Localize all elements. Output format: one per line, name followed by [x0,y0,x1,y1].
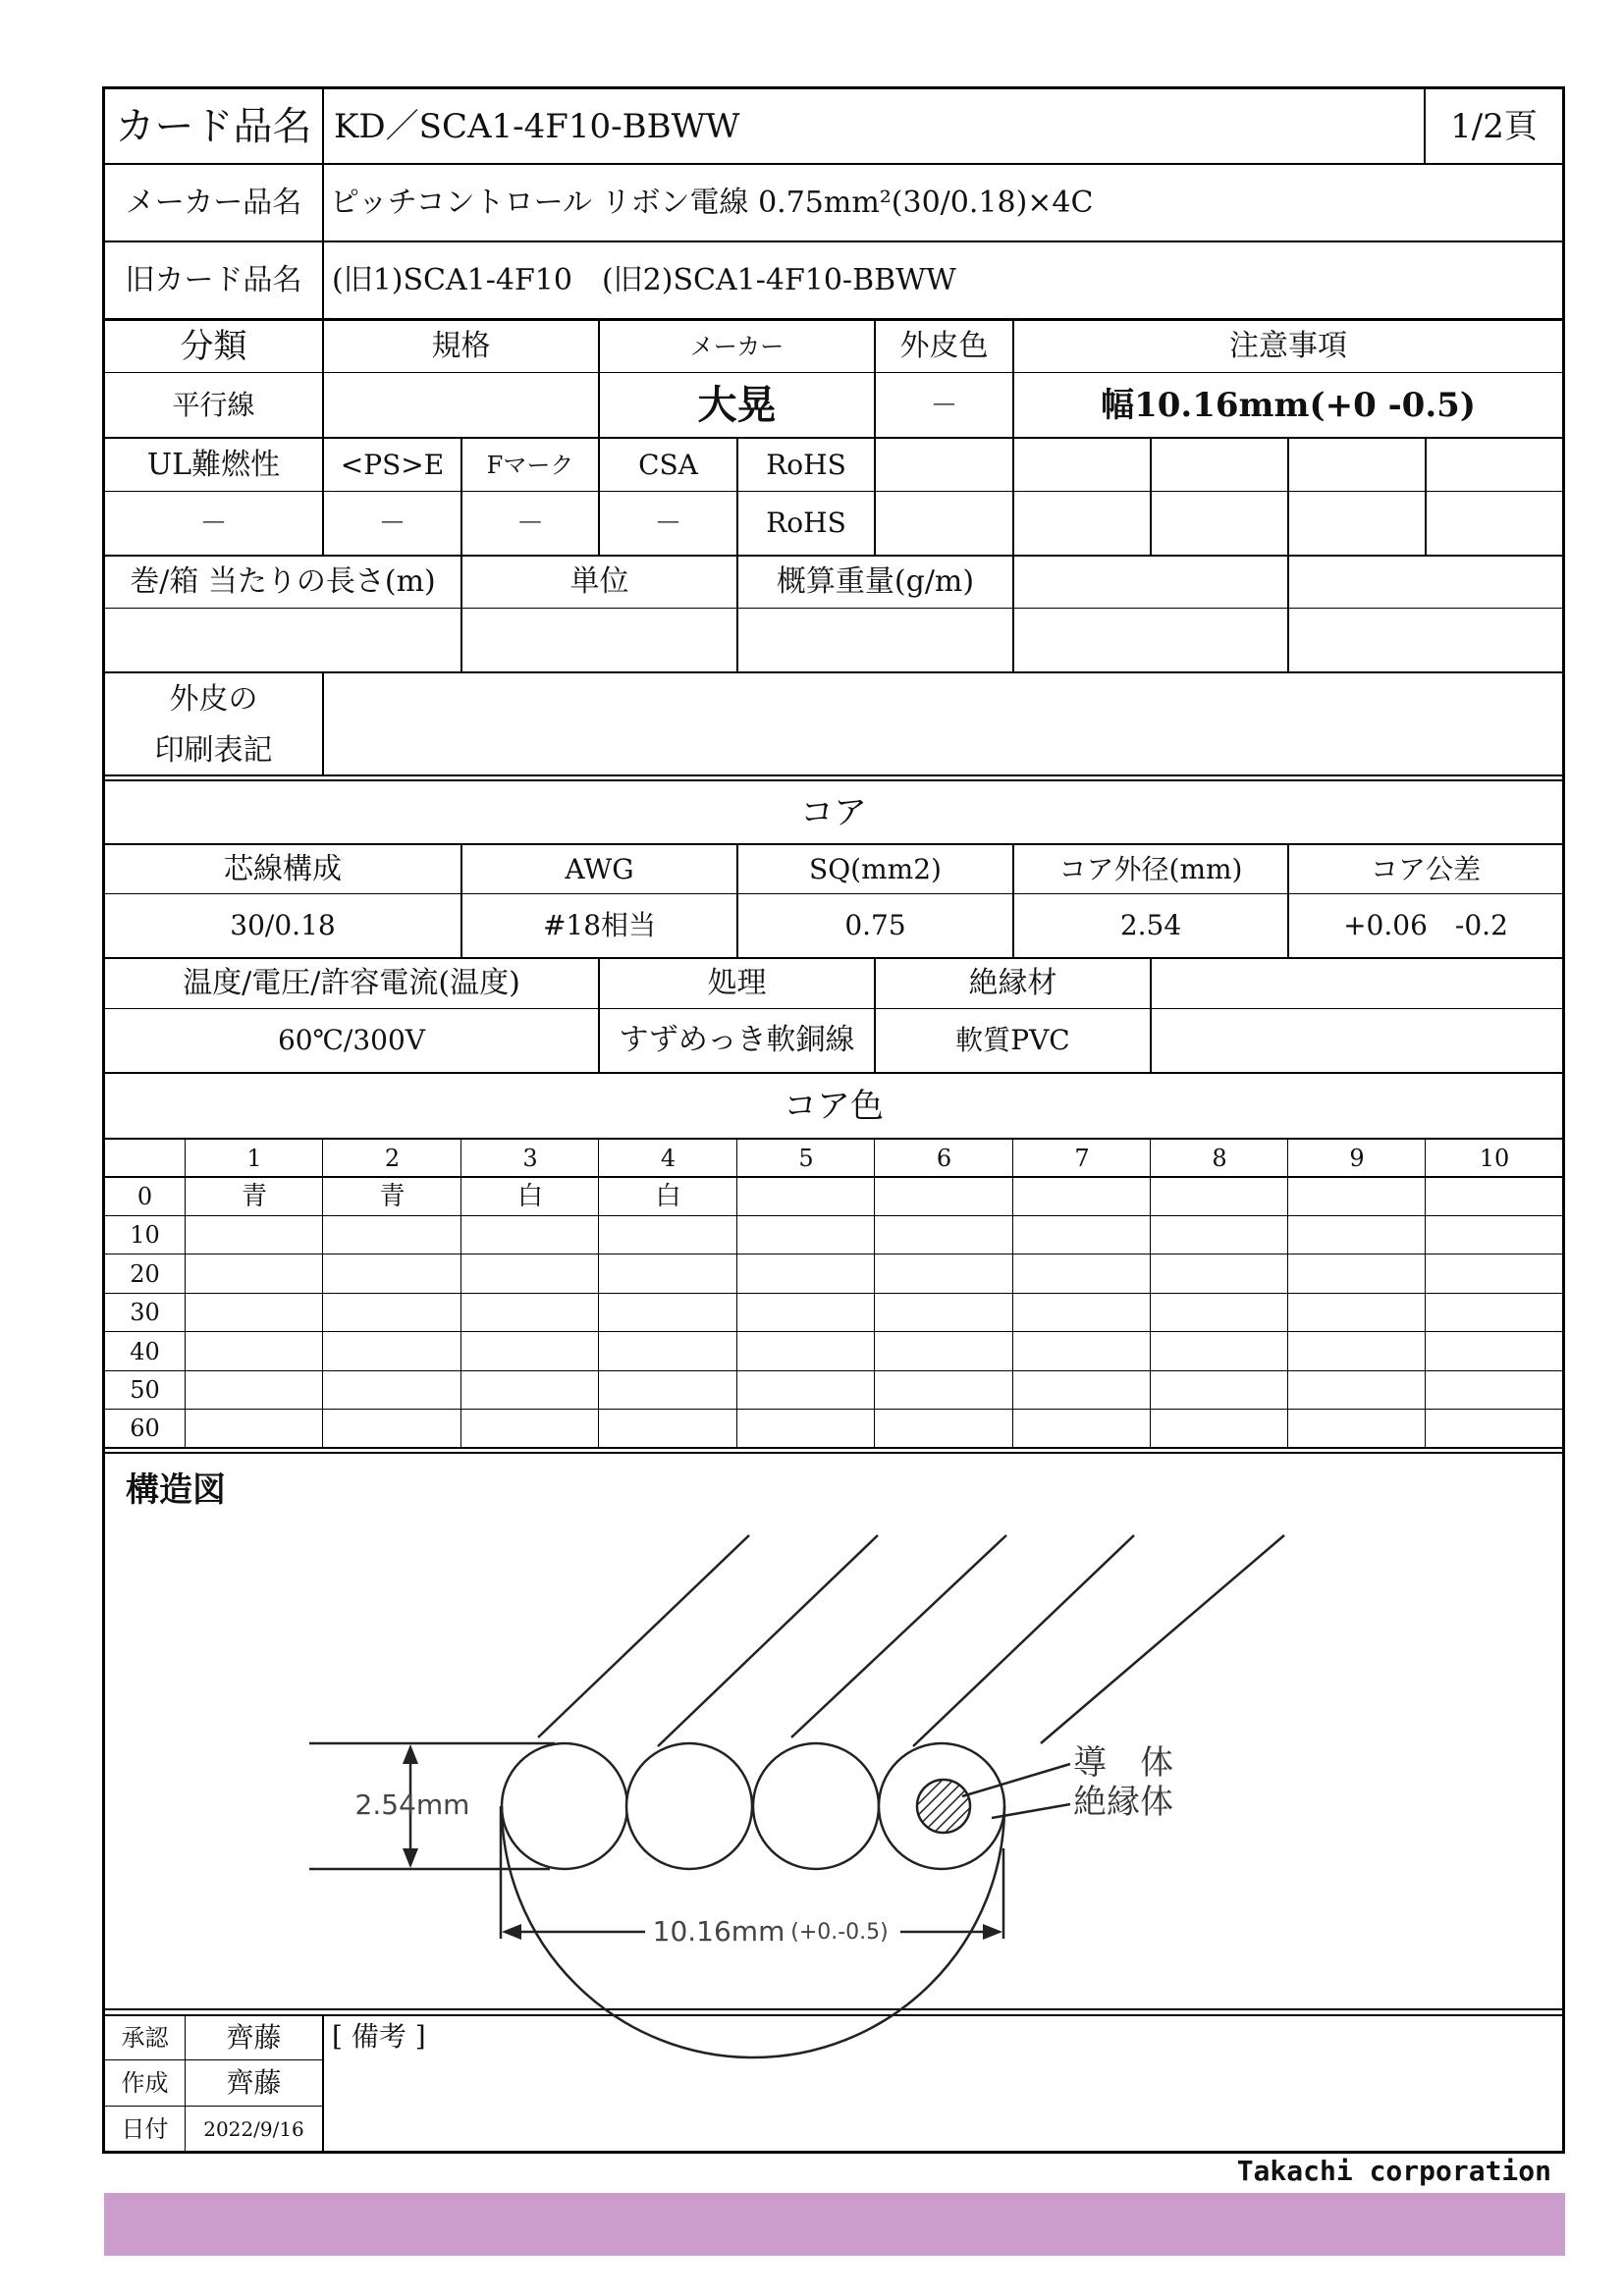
spec-header-jacket-color: 外皮色 [899,329,989,363]
core-color-cell: 白 [516,1182,543,1211]
cert-f-mark-value: － [515,507,544,539]
core-color-column-header: 6 [936,1144,952,1172]
core-header-tolerance: コア公差 [1370,852,1481,885]
cert-rohs-value: RoHS [766,507,846,539]
core-header-strand: 芯線構成 [224,851,342,886]
spec-notes-value: 幅10.16mm(+0 -0.5) [1101,385,1476,425]
temp-rating-value: 60℃/300V [277,1024,426,1056]
temp-treatment-value: すずめっき軟銅線 [619,1023,855,1057]
company-name: Takachi corporation [1236,2155,1551,2187]
maker-name-label: メーカー品名 [125,185,302,220]
core-color-column-header: 1 [246,1144,262,1172]
length-header-weight: 概算重量(g/m) [776,564,975,599]
approve-value: 齊藤 [226,2021,282,2054]
temp-header-treatment: 処理 [707,966,767,1000]
old-card-name-label: 旧カード品名 [125,262,302,297]
core-strand-value: 30/0.18 [230,909,336,941]
approve-label: 承認 [121,2024,169,2052]
old-card-name-value: (旧1)SCA1-4F10 (旧2)SCA1-4F10-BBWW [332,262,956,297]
temp-header-insulation: 絶縁材 [968,966,1057,1000]
footer-color-band [104,2193,1565,2256]
cert-header-pse: <PS>E [340,448,445,481]
diagram-width-label: 10.16mm [652,1915,785,1948]
core-od-value: 2.54 [1119,909,1182,941]
diagram-insulator-label: 絶縁体 [1073,1783,1173,1822]
core-color-cell: 青 [379,1182,406,1211]
spec-jacket-color-value: － [930,388,958,421]
core-color-row-label: 50 [130,1376,160,1404]
card-name-label: カード品名 [115,103,312,149]
date-label: 日付 [121,2114,169,2143]
core-color-cell: 青 [241,1182,267,1211]
core-color-column-header: 5 [798,1144,814,1172]
core-color-row-label: 20 [130,1259,160,1288]
cert-ul-value: － [199,507,228,539]
spec-header-category: 分類 [180,327,247,366]
core-color-cell: 白 [655,1182,681,1211]
temp-insulation-value: 軟質PVC [955,1024,1070,1056]
cert-header-rohs: RoHS [766,448,846,481]
diagram-title: 構造図 [126,1470,226,1510]
core-color-row-label: 10 [130,1221,160,1249]
core-color-column-header: 3 [522,1144,538,1172]
core-color-row-label: 40 [130,1337,160,1365]
core-sq-value: 0.75 [844,909,906,941]
print-label-line2: 印刷表記 [154,733,273,768]
spec-header-standard: 規格 [431,329,491,363]
core-color-column-header: 9 [1349,1144,1365,1172]
print-label-line1: 外皮の [169,682,258,717]
core-color-section-title: コア色 [784,1086,884,1126]
core-color-row-label: 30 [130,1299,160,1326]
core-color-column-header: 2 [384,1144,401,1172]
date-value: 2022/9/16 [203,2116,304,2141]
core-awg-value: #18相当 [542,909,657,941]
diagram-conductor-label: 導 体 [1073,1743,1173,1783]
spec-header-maker: メーカー [689,333,785,360]
diagram-width-tolerance: (+0.-0.5) [790,1920,889,1945]
page-number: 1/2頁 [1450,106,1538,146]
spec-header-notes: 注意事項 [1229,329,1347,363]
cert-header-ul: UL難燃性 [146,447,281,482]
core-color-row-label: 0 [136,1183,153,1210]
core-header-sq: SQ(mm2) [809,852,942,885]
remarks-label: [ 備考 ] [332,2020,426,2053]
length-header-unit: 単位 [569,564,629,599]
cert-header-f-mark: Fマーク [486,451,574,479]
cert-pse-value: － [378,507,406,539]
core-header-awg: AWG [565,852,634,885]
card-name-value: KD／SCA1-4F10-BBWW [334,106,740,146]
core-tolerance-value: +0.06 -0.2 [1343,909,1508,941]
core-color-column-header: 10 [1479,1144,1510,1172]
core-header-od: コア外径(mm) [1058,852,1243,885]
core-color-column-header: 4 [660,1144,677,1172]
length-header-per-roll: 巻/箱 当たりの長さ(m) [130,564,436,599]
cert-csa-value: － [654,507,682,539]
core-section-title: コア [800,792,867,832]
maker-name-value: ピッチコントロール リボン電線 0.75mm²(30/0.18)×4C [330,185,1094,220]
core-color-row-label: 60 [130,1415,160,1442]
spec-maker-value: 大晃 [697,381,777,428]
create-value: 齊藤 [226,2066,282,2099]
core-color-column-header: 7 [1074,1144,1090,1172]
temp-header-rating: 温度/電圧/許容電流(温度) [183,966,520,1000]
cert-header-csa: CSA [638,448,698,481]
core-color-column-header: 8 [1212,1144,1227,1172]
diagram-height-label: 2.54mm [354,1789,470,1821]
spec-category-value: 平行線 [172,388,255,421]
create-label: 作成 [121,2069,169,2097]
